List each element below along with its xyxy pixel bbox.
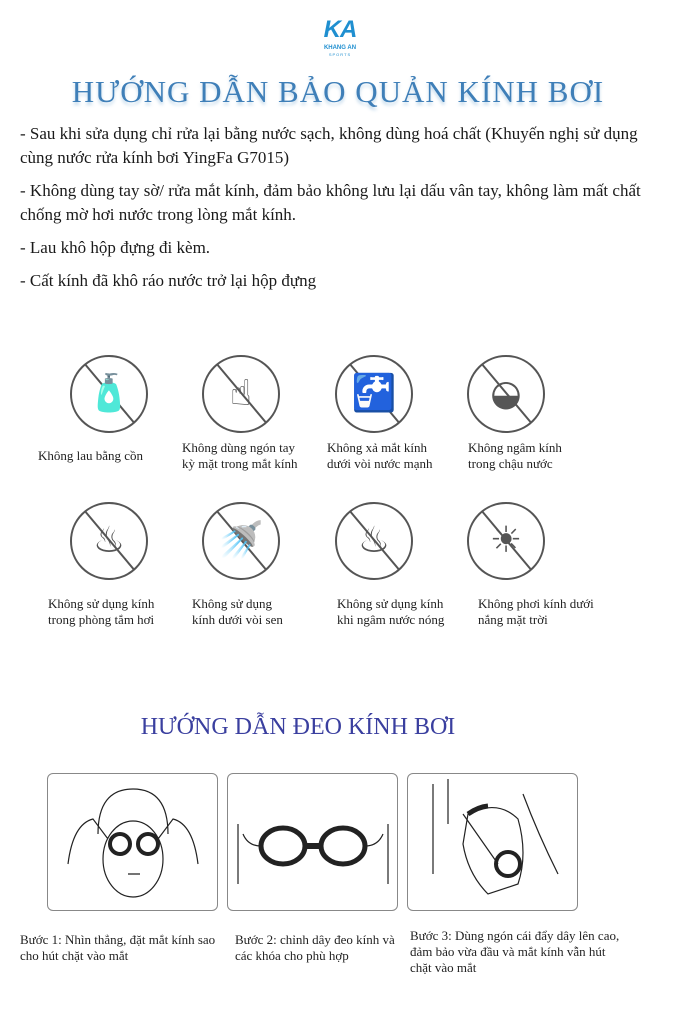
icon-label xyxy=(182,440,298,472)
icon-glyph: ◒ xyxy=(490,373,522,414)
care-bullet: - Không dùng tay sờ/ rửa mắt kính, đảm bảo không lưu lại dấu vân tay, không làm mất chất chống mờ hơi nước trong lòng mắt kính. xyxy=(20,181,641,224)
logo-mark: KA xyxy=(323,16,357,43)
icon-label-line: nắng mặt trời xyxy=(478,612,548,627)
icon-label-line: Không sử dụng kính xyxy=(337,596,444,611)
icon-glyph: 🚿 xyxy=(218,520,264,561)
step-3-illustration xyxy=(407,773,578,911)
step-1-caption: Bước 1: Nhìn thẳng, đặt mắt kính sao cho hút chặt vào mắt xyxy=(20,932,216,963)
icon-label xyxy=(478,596,594,628)
alcohol-bottle-icon xyxy=(70,355,148,433)
sun-icon xyxy=(467,502,545,580)
icon-label xyxy=(192,596,283,628)
care-bullet: - Lau khô hộp đựng đi kèm. xyxy=(20,238,211,257)
icon-glyph: ☝ xyxy=(230,373,252,414)
khang-an-logo xyxy=(305,16,375,58)
logo-sub: SPORTS xyxy=(328,52,352,57)
step-1-illustration xyxy=(47,773,218,911)
icon-label xyxy=(48,596,154,628)
step-2-illustration xyxy=(227,773,398,911)
faucet-icon xyxy=(335,355,413,433)
icon-label xyxy=(38,448,143,464)
icon-label-line: kính dưới vòi sen xyxy=(192,612,283,627)
icon-label-line: Không dùng ngón tay xyxy=(182,440,296,455)
icon-label xyxy=(468,440,562,472)
icon-glyph: 🧴 xyxy=(86,373,132,414)
icon-glyph: 🚰 xyxy=(351,373,397,414)
basin-icon xyxy=(467,355,545,433)
icon-glyph: ☀ xyxy=(489,520,523,561)
care-bullet: - Cất kính đã khô ráo nước trở lại hộp đựng xyxy=(20,271,317,290)
icon-label-line: Không sử dụng kính xyxy=(48,596,155,611)
shower-icon xyxy=(202,502,280,580)
care-bullet-list xyxy=(20,122,665,302)
icon-label-line: trong chậu nước xyxy=(468,456,553,471)
hot-spring-icon xyxy=(335,502,413,580)
icon-label-line: Không phơi kính dưới xyxy=(478,596,594,611)
icon-label xyxy=(327,440,432,472)
icon-label xyxy=(337,596,444,628)
icon-label-line: Không sử dụng xyxy=(192,596,272,611)
icon-glyph: ♨ xyxy=(357,520,391,561)
icon-glyph: ♨ xyxy=(92,520,126,561)
icon-label-line: khi ngâm nước nóng xyxy=(337,612,445,627)
step-2-caption: Bước 2: chỉnh dây đeo kính và các khóa cho phù hợp xyxy=(235,932,395,963)
wear-title: HƯỚNG DẪN ĐEO KÍNH BƠI xyxy=(140,714,456,740)
icon-label-line: trong phòng tắm hơi xyxy=(48,612,155,627)
step-3-caption: Bước 3: Dùng ngón cái đẩy dây lên cao, đảm bảo vừa đầu và mắt kính vẫn hút chặt vào mắt xyxy=(410,928,620,975)
finger-icon xyxy=(202,355,280,433)
care-bullet: - Sau khi sửa dụng chỉ rửa lại bằng nước sạch, không dùng hoá chất (Khuyến nghị sử dụng cùng nước rửa kính bơi YingFa G7015) xyxy=(20,124,638,167)
care-title: HƯỚNG DẪN BẢO QUẢN KÍNH BƠI xyxy=(71,74,605,109)
icon-label-line: dưới vòi nước mạnh xyxy=(327,456,433,471)
icon-label-line: kỳ mặt trong mắt kính xyxy=(182,456,298,471)
logo-brand: KHANG AN xyxy=(323,45,357,51)
icon-label-line: Không xả mắt kính xyxy=(327,440,428,455)
icon-label-line: Không ngâm kính xyxy=(468,440,562,455)
icon-label-line: Không lau bằng cồn xyxy=(38,448,144,463)
steam-room-icon xyxy=(70,502,148,580)
